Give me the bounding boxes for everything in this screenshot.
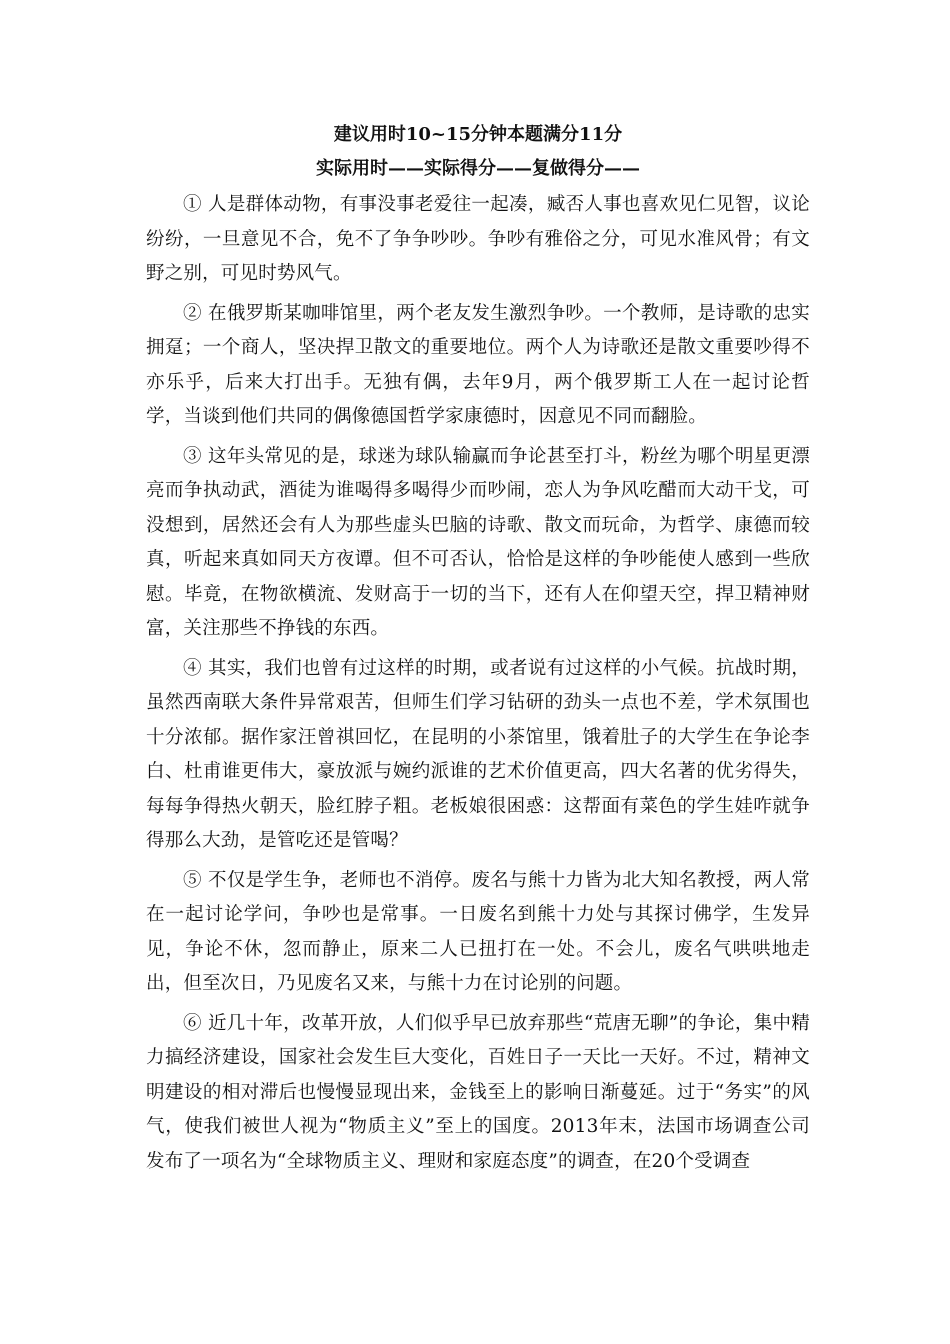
time-limit-heading: 建议用时10~15分钟本题满分11分 [333,124,623,145]
document-page [146,118,810,1184]
paragraph-5: ⑤ 不仅是学生争，老师也不消停。废名与熊十力皆为北大知名教授，两人常在一起讨论学问，争吵也是常事。一日废名到熊十力处与其探讨佛学，生发异见，争论不休，忽而静止，原来二人已扭打在一处。不会儿，废名气哄哄地走出，但至次日，乃见废名又来，与熊十力在讨论别的问题。 [146,869,810,994]
score-record-heading: 实际用时——实际得分——复做得分—— [316,158,640,179]
paragraph-2: ② 在俄罗斯某咖啡馆里，两个老友发生激烈争吵。一个教师，是诗歌的忠实拥趸；一个商人，坚决捍卫散文的重要地位。两个人为诗歌还是散文重要吵得不亦乐乎，后来大打出手。无独有偶，去年9月，两个俄罗斯工人在一起讨论哲学，当谈到他们共同的偶像德国哲学家康德时，因意见不同而翻脸。 [146,302,810,427]
paragraph-1: ① 人是群体动物，有事没事老爱往一起凑，臧否人事也喜欢见仁见智，议论纷纷，一旦意见不合，免不了争争吵吵。争吵有雅俗之分，可见水准风骨；有文野之别，可见时势风气。 [146,194,810,284]
paragraph-6: ⑥ 近几十年，改革开放，人们似乎早已放弃那些“荒唐无聊”的争论，集中精力搞经济建设，国家社会发生巨大变化，百姓日子一天比一天好。不过，精神文明建设的相对滞后也慢慢显现出来，金钱至上的影响日渐蔓延。过于“务实”的风气，使我们被世人视为“物质主义”至上的国度。2013年末，法国市场调查公司发布了一项名为“全球物质主义、理财和家庭态度”的调查，在20个受调查 [146,1012,810,1172]
paragraph-4: ④ 其实，我们也曾有过这样的时期，或者说有过这样的小气候。抗战时期，虽然西南联大条件异常艰苦，但师生们学习钻研的劲头一点也不差，学术氛围也十分浓郁。据作家汪曾祺回忆，在昆明的小茶馆里，饿着肚子的大学生在争论李白、杜甫谁更伟大，豪放派与婉约派谁的艺术价值更高，四大名著的优劣得失，每每争得热火朝天，脸红脖子粗。老板娘很困惑：这帮面有菜色的学生娃咋就争得那么大劲，是管吃还是管喝？ [146,657,810,851]
paragraph-3: ③ 这年头常见的是，球迷为球队输赢而争论甚至打斗，粉丝为哪个明星更漂亮而争执动武，酒徒为谁喝得多喝得少而吵闹，恋人为争风吃醋而大动干戈，可没想到，居然还会有人为那些虚头巴脑的诗歌、散文而玩命，为哲学、康德而较真，听起来真如同天方夜谭。但不可否认，恰恰是这样的争吵能使人感到一些欣慰。毕竟，在物欲横流、发财高于一切的当下，还有人在仰望天空，捍卫精神财富，关注那些不挣钱的东西。 [146,445,810,639]
